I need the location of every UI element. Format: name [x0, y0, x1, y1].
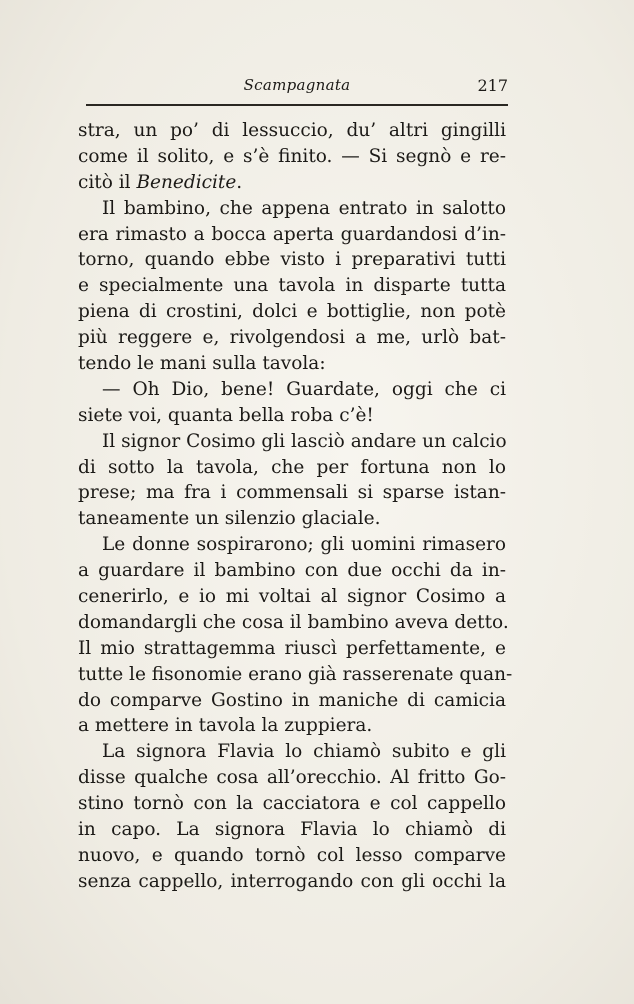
text-line: in capo. La signora Flavia lo chiamò di: [78, 819, 506, 841]
text-line: Le donne sospirarono; gli uomini rimasero: [102, 534, 506, 556]
text-line: piena di crostini, dolci e bottiglie, non potè: [78, 301, 506, 323]
text-line: tutte le fisonomie erano già rasserenate quan-: [78, 663, 513, 685]
text-line: senza cappello, interrogando con gli occhi la: [78, 870, 506, 892]
text-line: Il bambino, che appena entrato in salotto: [102, 197, 506, 219]
text-line: do comparve Gostino in maniche di camicia: [78, 689, 506, 711]
text-line: tendo le mani sulla tavola:: [78, 353, 326, 375]
text-line: e specialmente una tavola in disparte tutta: [78, 275, 506, 297]
text-line: come il solito, e s’è finito. — Si segnò e re-: [78, 145, 506, 167]
text-line: era rimasto a bocca aperta guardandosi d’in-: [78, 223, 506, 245]
text-line: La signora Flavia lo chiamò subito e gli: [102, 741, 506, 763]
text-line: stino tornò con la cacciatora e col cappello: [78, 793, 506, 815]
page-number: 217: [477, 76, 508, 95]
running-title: Scampagnata: [243, 76, 351, 94]
text-line: a mettere in tavola la zuppiera.: [78, 715, 373, 737]
text-line: — Oh Dio, bene! Guardate, oggi che ci: [102, 378, 506, 400]
text-line: a guardare il bambino con due occhi da in-: [78, 560, 506, 582]
text-segment: citò il: [78, 171, 137, 193]
header-rule: [86, 104, 508, 106]
text-line: taneamente un silenzio glaciale.: [78, 508, 381, 530]
text-line: di sotto la tavola, che per fortuna non lo: [78, 456, 506, 478]
text-line: Il mio strattagemma riuscì perfettamente, e: [78, 637, 506, 659]
text-line: domandargli che cosa il bambino aveva detto.: [78, 611, 509, 633]
text-line: Il signor Cosimo gli lasciò andare un calcio: [102, 430, 507, 452]
text-line: torno, quando ebbe visto i preparativi tutti: [78, 249, 506, 271]
italic-title: Benedicite: [136, 171, 237, 193]
text-line: cenerirlo, e io mi voltai al signor Cosimo a: [78, 586, 506, 608]
text-line: siete voi, quanta bella roba c’è!: [78, 404, 374, 426]
page-header: [86, 76, 508, 100]
text-line: nuovo, e quando tornò col lesso comparve: [78, 844, 506, 866]
text-line: disse qualche cosa all’orecchio. Al fritto Go-: [78, 767, 506, 789]
text-line: [78, 170, 506, 196]
text-line: più reggere e, rivolgendosi a me, urlò bat-: [78, 327, 506, 349]
text-line: prese; ma fra i commensali si sparse istan-: [78, 482, 506, 504]
text-line: stra, un po’ di lessuccio, du’ altri gingilli: [78, 120, 506, 141]
text-segment: .: [236, 171, 243, 193]
body-text: [78, 118, 513, 895]
